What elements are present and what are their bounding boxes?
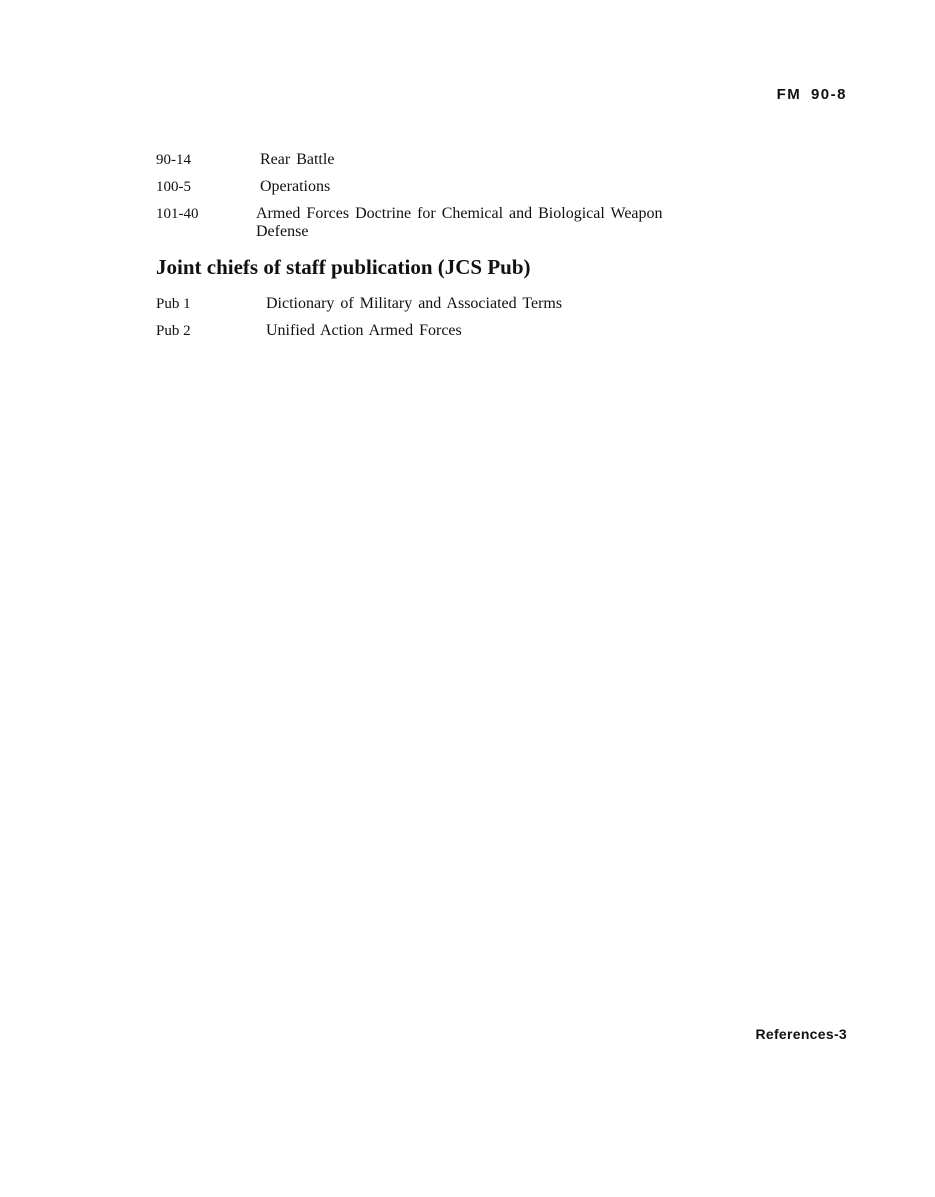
manual-code-header: FM 90-8 — [776, 86, 847, 103]
jcs-reference-list — [156, 295, 686, 349]
reference-number: 90-14 — [156, 152, 191, 168]
reference-number: 100-5 — [156, 179, 191, 195]
page-number-footer: References-3 — [755, 1026, 847, 1042]
reference-number: Pub 1 — [156, 296, 191, 312]
reference-row — [156, 322, 686, 340]
reference-row — [156, 295, 686, 313]
reference-row — [156, 205, 680, 241]
reference-title: Rear Battle — [260, 151, 335, 168]
reference-number: Pub 2 — [156, 323, 191, 339]
reference-title: Armed Forces Doctrine for Chemical and Biological Weapon Defense — [256, 205, 663, 240]
reference-number: 101-40 — [156, 206, 199, 222]
jcs-section-heading: Joint chiefs of staff publication (JCS Pub) — [156, 255, 531, 279]
reference-row — [156, 178, 680, 196]
reference-row — [156, 151, 680, 169]
reference-title: Dictionary of Military and Associated Terms — [266, 295, 563, 312]
army-reference-list — [156, 151, 680, 250]
reference-title: Unified Action Armed Forces — [266, 322, 462, 339]
reference-title: Operations — [260, 178, 331, 195]
